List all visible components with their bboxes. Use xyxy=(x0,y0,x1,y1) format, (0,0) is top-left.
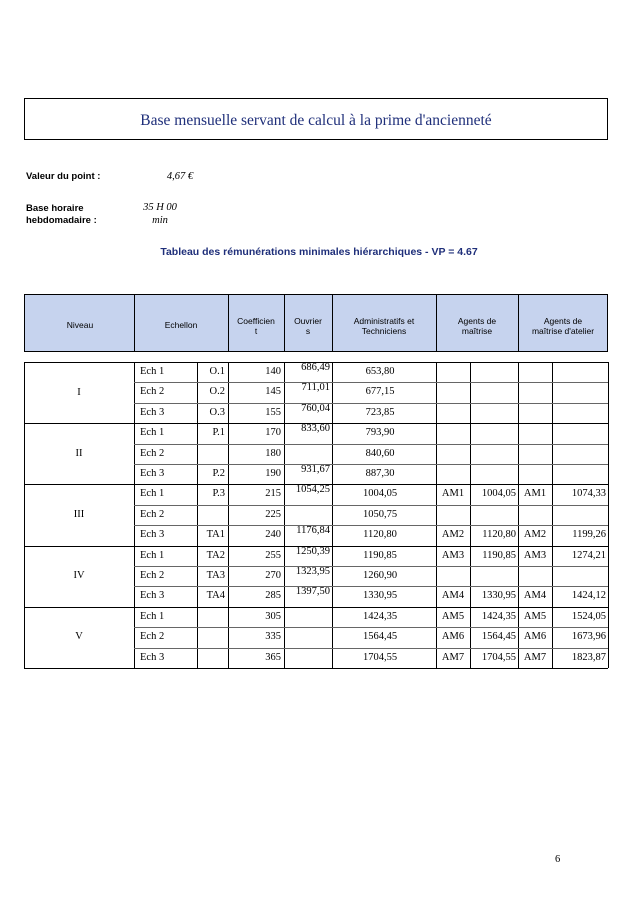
coef-cell: 190 xyxy=(265,468,281,479)
maitrise-value-cell: 1190,85 xyxy=(482,549,516,561)
code-cell: O.1 xyxy=(209,366,225,377)
ouvrier-cell: 931,67 xyxy=(301,464,330,475)
admin-cell: 1330,95 xyxy=(362,590,398,602)
hdr-sep xyxy=(518,294,519,352)
admin-cell: 793,90 xyxy=(365,427,395,439)
ouvrier-cell: 1250,39 xyxy=(295,545,330,557)
maitrise-value-cell: 1564,45 xyxy=(481,631,516,643)
base-value-1: 35 H 00 xyxy=(143,202,177,213)
point-label: Valeur du point : xyxy=(26,171,101,182)
hdr-sep xyxy=(134,294,135,352)
page-number: 6 xyxy=(555,854,561,865)
level-label: II xyxy=(75,447,83,459)
ouvrier-cell: 686,49 xyxy=(301,362,330,373)
level-label: III xyxy=(73,509,85,520)
echelon-cell: Ech 3 xyxy=(140,468,165,479)
admin-cell: 677,15 xyxy=(365,386,395,398)
atelier-value-cell: 1673,96 xyxy=(571,631,606,643)
coef-cell: 240 xyxy=(265,529,281,541)
hdr-sep xyxy=(332,294,333,352)
col-line xyxy=(608,362,609,668)
admin-cell: 1564,45 xyxy=(362,631,398,643)
atelier-code-cell: AM5 xyxy=(523,610,547,622)
atelier-code-cell: AM4 xyxy=(523,590,547,602)
header-admin: Administratifs et Techniciens xyxy=(353,316,415,336)
ouvrier-cell: 1323,95 xyxy=(295,566,330,577)
header-echelon: Echellon xyxy=(164,320,198,330)
header-atelier: Agents de maîtrise d'atelier xyxy=(531,316,595,336)
code-cell: TA2 xyxy=(206,549,225,561)
coef-cell: 255 xyxy=(265,549,281,561)
echelon-cell: Ech 1 xyxy=(140,549,165,561)
atelier-value-cell: 1524,05 xyxy=(571,610,606,622)
atelier-code-cell: AM1 xyxy=(523,488,547,500)
coef-cell: 180 xyxy=(265,447,281,459)
coef-cell: 215 xyxy=(265,488,281,500)
echelon-cell: Ech 2 xyxy=(140,570,165,581)
maitrise-value-cell: 1330,95 xyxy=(481,590,516,602)
hdr-sep xyxy=(228,294,229,352)
coef-cell: 335 xyxy=(265,631,281,643)
echelon-cell: Ech 2 xyxy=(140,447,165,459)
echelon-cell: Ech 1 xyxy=(140,610,165,622)
coef-cell: 170 xyxy=(265,427,281,439)
header-coef: Coefficien t xyxy=(237,316,275,336)
code-cell: TA1 xyxy=(206,529,225,541)
code-cell: P.3 xyxy=(212,488,225,500)
atelier-code-cell: AM7 xyxy=(523,651,547,663)
atelier-value-cell: 1074,33 xyxy=(571,488,606,500)
admin-cell: 1050,75 xyxy=(362,508,398,520)
admin-cell: 1704,55 xyxy=(362,651,398,663)
admin-cell: 1120,80 xyxy=(363,529,397,541)
atelier-value-cell: 1274,21 xyxy=(571,549,606,561)
admin-cell: 840,60 xyxy=(365,447,395,459)
atelier-value-cell: 1199,26 xyxy=(572,529,606,541)
level-label: IV xyxy=(73,570,85,582)
coef-cell: 155 xyxy=(265,406,281,418)
ouvrier-cell: 1176,84 xyxy=(296,525,330,537)
maitrise-code-cell: AM3 xyxy=(441,549,465,561)
base-value-2: min xyxy=(152,215,168,226)
title-box xyxy=(24,98,608,140)
admin-cell: 653,80 xyxy=(365,366,395,377)
coef-cell: 140 xyxy=(265,366,281,377)
level-label: I xyxy=(77,386,81,398)
ouvrier-cell: 833,60 xyxy=(301,423,330,435)
hdr-sep xyxy=(436,294,437,352)
maitrise-value-cell: 1120,80 xyxy=(482,529,516,541)
atelier-code-cell: AM3 xyxy=(523,549,547,561)
level-label: V xyxy=(75,631,83,643)
maitrise-value-cell: 1424,35 xyxy=(481,610,516,622)
table-row xyxy=(24,444,608,464)
atelier-code-cell: AM2 xyxy=(523,529,547,541)
echelon-cell: Ech 2 xyxy=(140,386,165,398)
echelon-cell: Ech 1 xyxy=(140,488,165,500)
header-niveau: Niveau xyxy=(66,320,94,330)
maitrise-code-cell: AM2 xyxy=(441,529,465,541)
maitrise-code-cell: AM7 xyxy=(441,651,465,663)
atelier-value-cell: 1823,87 xyxy=(571,651,606,663)
atelier-value-cell: 1424,12 xyxy=(571,590,606,602)
admin-cell: 1424,35 xyxy=(362,610,398,622)
coef-cell: 270 xyxy=(265,570,281,581)
code-cell: TA3 xyxy=(206,570,225,581)
echelon-cell: Ech 2 xyxy=(140,508,165,520)
echelon-cell: Ech 1 xyxy=(140,366,165,377)
admin-cell: 1190,85 xyxy=(363,549,397,561)
code-cell: O.3 xyxy=(209,406,225,418)
admin-cell: 1004,05 xyxy=(362,488,398,500)
atelier-code-cell: AM6 xyxy=(523,631,547,643)
row-line xyxy=(24,668,608,669)
coef-cell: 225 xyxy=(265,508,281,520)
coef-cell: 305 xyxy=(265,610,281,622)
maitrise-value-cell: 1004,05 xyxy=(481,488,516,500)
ouvrier-cell: 760,04 xyxy=(301,402,330,414)
base-label-1: Base horaire xyxy=(26,203,84,214)
table-subtitle: Tableau des rémunérations minimales hiérarchiques - VP = 4.67 xyxy=(160,246,478,258)
page-title: Base mensuelle servant de calcul à la prime d'ancienneté xyxy=(140,112,492,129)
maitrise-code-cell: AM5 xyxy=(441,610,465,622)
echelon-cell: Ech 3 xyxy=(140,406,165,418)
admin-cell: 1260,90 xyxy=(362,570,398,581)
ouvrier-cell: 1397,50 xyxy=(295,586,330,598)
admin-cell: 723,85 xyxy=(365,406,395,418)
hdr-sep xyxy=(284,294,285,352)
maitrise-value-cell: 1704,55 xyxy=(481,651,516,663)
ouvrier-cell: 1054,25 xyxy=(295,484,330,496)
maitrise-code-cell: AM4 xyxy=(441,590,465,602)
coef-cell: 365 xyxy=(265,651,281,663)
header-ouvriers: Ouvrier s xyxy=(294,316,322,336)
coef-cell: 145 xyxy=(265,386,281,398)
header-maitrise: Agents de maîtrise xyxy=(457,316,497,336)
echelon-cell: Ech 3 xyxy=(140,590,165,602)
echelon-cell: Ech 3 xyxy=(140,529,165,541)
code-cell: P.1 xyxy=(212,427,225,439)
echelon-cell: Ech 1 xyxy=(140,427,165,439)
echelon-cell: Ech 2 xyxy=(140,631,165,643)
coef-cell: 285 xyxy=(265,590,281,602)
echelon-cell: Ech 3 xyxy=(140,651,165,663)
code-cell: TA4 xyxy=(206,590,225,602)
code-cell: O.2 xyxy=(209,386,225,398)
maitrise-code-cell: AM1 xyxy=(441,488,465,500)
ouvrier-cell: 711,01 xyxy=(301,382,330,394)
base-label-2: hebdomadaire : xyxy=(26,215,97,226)
maitrise-code-cell: AM6 xyxy=(441,631,465,643)
point-value: 4,67 € xyxy=(166,171,194,182)
admin-cell: 887,30 xyxy=(365,468,395,479)
table-row xyxy=(24,505,608,525)
code-cell: P.2 xyxy=(212,468,225,479)
